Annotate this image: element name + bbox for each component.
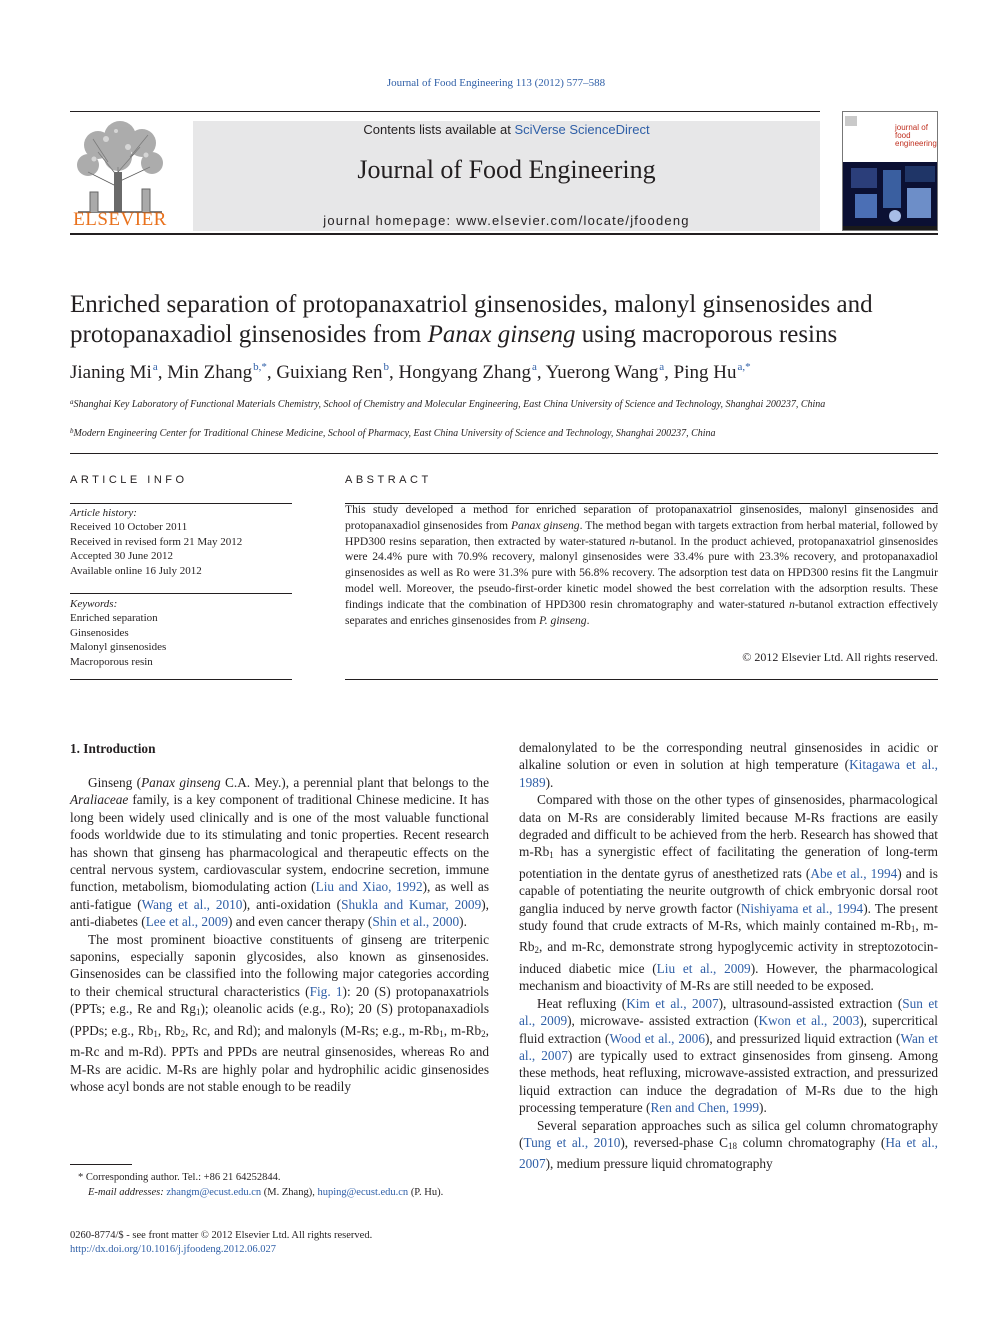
keyword-item: Ginsenosides bbox=[70, 626, 129, 639]
affiliation-a bbox=[70, 395, 938, 412]
title-text-1: Enriched separation of protopanaxatriol ginsenosides, malonyl ginsenosides and protopanaxadiol ginsenosides from bbox=[70, 291, 873, 348]
affiliation-b-text: Modern Engineering Center for Traditional Chinese Medicine, School of Pharmacy, East China University of Science and Technology, Shanghai 200237, China bbox=[73, 428, 716, 439]
paragraph bbox=[519, 1117, 938, 1173]
title-species: Panax ginseng bbox=[427, 321, 576, 348]
paragraph bbox=[519, 739, 938, 791]
author-separator: , bbox=[664, 362, 674, 383]
text: column chromatography ( bbox=[737, 1134, 886, 1150]
citation-link[interactable]: Lee et al., 2009 bbox=[145, 914, 229, 930]
masthead-top-rule bbox=[70, 111, 820, 112]
subscript: 1 bbox=[195, 1007, 201, 1018]
contents-prefix: Contents lists available at bbox=[363, 122, 515, 137]
journal-name: Journal of Food Engineering bbox=[357, 155, 656, 184]
body-column-right bbox=[519, 739, 938, 1173]
paragraph bbox=[519, 791, 938, 994]
keyword-item: Macroporous resin bbox=[70, 655, 153, 668]
citation-link[interactable]: Kitagawa et al., 1989 bbox=[519, 757, 939, 790]
article-history bbox=[70, 506, 292, 578]
subscript: 18 bbox=[728, 1140, 737, 1151]
abstract-text: . bbox=[586, 613, 590, 627]
history-label: Article history: bbox=[70, 507, 137, 519]
abstract-heading: ABSTRACT bbox=[345, 474, 432, 486]
article-info-heading: ARTICLE INFO bbox=[70, 474, 188, 486]
cover-title: journal of food engineering bbox=[895, 123, 937, 148]
abstract-italic: n bbox=[789, 597, 795, 611]
text: , m-Rb bbox=[443, 1022, 482, 1038]
abstract-text: This study developed a method for enriched separation of protopanaxatriol ginsenosides, malonyl ginsenosides and protopanaxadiol ginsenosides from bbox=[345, 503, 938, 532]
elsevier-logo[interactable] bbox=[68, 117, 172, 233]
contents-line bbox=[193, 122, 820, 137]
article-info-rule-3 bbox=[70, 679, 292, 680]
citation-link[interactable]: Wood et al., 2006 bbox=[609, 1030, 705, 1046]
text: ). The present study found that crude extracts of M-Rs, which mainly contained m-Rb bbox=[519, 900, 938, 934]
subscript: 2 bbox=[481, 1028, 486, 1039]
citation-link[interactable]: Kim et al., 2007 bbox=[626, 995, 719, 1011]
introduction-heading: 1. Introduction bbox=[70, 741, 156, 756]
citation-link[interactable]: Kwon et al., 2003 bbox=[758, 1013, 860, 1029]
author-affiliation-marker[interactable]: a bbox=[659, 361, 665, 373]
text: Several separation approaches such as silica gel column chromatography ( bbox=[519, 1117, 938, 1150]
citation-link[interactable]: Abe et al., 1994 bbox=[810, 865, 898, 881]
text: ), microwave- assisted extraction ( bbox=[567, 1013, 759, 1029]
affiliation-b-marker: b bbox=[70, 427, 74, 435]
text: ) are typically used to extract ginsenosides from ginseng. Among these methods, heat refluxing, microwave-assisted extraction, and pressurized liquid extraction can induce the degradation of M-Rs due to the high processing temperature ( bbox=[519, 1047, 938, 1116]
abstract-italic: Panax ginseng bbox=[510, 518, 580, 532]
author-affiliation-marker[interactable]: b,* bbox=[253, 361, 267, 373]
paragraph bbox=[70, 931, 489, 1096]
sciencedirect-link[interactable]: SciVerse ScienceDirect bbox=[514, 122, 650, 137]
author-separator: , bbox=[389, 362, 399, 383]
corresponding-author-note: * Corresponding author. Tel.: +86 21 64252844. bbox=[78, 1172, 281, 1183]
text: , m-Rb bbox=[519, 918, 938, 955]
text: ), anti-diabetes ( bbox=[70, 896, 489, 930]
text: ) and even cancer therapy ( bbox=[228, 914, 373, 930]
abstract-italic: n bbox=[629, 534, 636, 548]
author-separator: , bbox=[266, 362, 277, 383]
history-revised: Received in revised form 21 May 2012 bbox=[70, 535, 243, 548]
article-info-rule-2 bbox=[70, 593, 292, 594]
author-affiliation-marker[interactable]: a bbox=[531, 361, 537, 373]
text: has a synergistic effect of facilitating the generation of long-term potentiation in the dentate gyrus of anesthetized rats ( bbox=[519, 844, 938, 881]
keywords bbox=[70, 597, 292, 669]
keyword-item: Malonyl ginsenosides bbox=[70, 641, 167, 654]
citation-link[interactable]: Ha et al., 2007 bbox=[519, 1134, 938, 1172]
text: family, is a key component of traditional Chinese medicine. It has long been widely used clinically and is one of the most valuable functional foods worldwide due to its stimulating and tonic properties. Recent research has shown that ginseng has pharmacological and therapeutic effects on the central nervous system, cardiovascular system, endocrine secretion, immune function, metabolism, biomodulating action ( bbox=[70, 792, 489, 895]
text: ), medium pressure liquid chromatography bbox=[545, 1156, 773, 1172]
author-name[interactable]: Ping Hu bbox=[673, 362, 737, 383]
text: The most prominent bioactive constituents of ginseng are triterpenic saponins, especially saponin glycosides, also known as ginsenosides. Ginsenosides can be classified into the following major categories according to their chemical structural characteristics ( bbox=[70, 931, 489, 999]
abstract-text: . The method began with targets extraction from herbal material, followed by HPD300 resins separation, then extracted by water-statured bbox=[345, 518, 939, 548]
author-name[interactable]: Hongyang Zhang bbox=[398, 362, 531, 383]
abstract-text: -butanol. In the product achieved, protopanaxatriol ginsenosides were 24.4% pure with 70.9% recovery, malonyl ginsenosides were 33.4% pure with 23.3% recovery, and protopanaxadiol ginsenosides as well as Ro were 31.3% pure with 56.8% recovery. The adsorption test data on HPD300 resins fit the Langmuir model well. Moreover, the pseudo-first-order kinetic model showed the best correlation with the adsorption results. These findings indicate that the combination of HPD300 resin chromatography and water-statured bbox=[345, 534, 938, 611]
subscript: 1 bbox=[910, 924, 916, 935]
author-name[interactable]: Yuerong Wang bbox=[545, 362, 659, 383]
text: Heat refluxing ( bbox=[537, 995, 627, 1011]
header-divider bbox=[70, 453, 938, 454]
keyword-item: Enriched separation bbox=[70, 612, 158, 625]
text: ), reversed-phase C bbox=[620, 1134, 728, 1150]
abstract-text: -butanol extraction effectively separates and enriches ginsenosides from bbox=[345, 597, 938, 627]
italic-text: Panax ginseng bbox=[141, 775, 221, 790]
subscript: 1 bbox=[153, 1028, 158, 1039]
text: Ginseng ( bbox=[88, 775, 142, 790]
author-name[interactable]: Guixiang Ren bbox=[276, 362, 383, 383]
issn-line: 0260-8774/$ - see front matter © 2012 Elsevier Ltd. All rights reserved. bbox=[70, 1230, 373, 1241]
article-title bbox=[70, 290, 938, 350]
email-link-hu[interactable]: huping@ecust.edu.cn bbox=[317, 1187, 409, 1198]
subscript: 1 bbox=[549, 850, 554, 861]
text: , m-Rc and m-Rd). PPTs and PPDs are neutral ginsenosides, whereas Ro and M-Rs are acidic. M-Rs are highly polar and hydrophilic acidic ginsenosides whose acyl bonds are not stable enough to be readily bbox=[70, 1022, 489, 1094]
footnote bbox=[70, 1170, 489, 1200]
text: ). However, the pharmacological mechanism and bioactivity of M-Rs are still needed to be exposed. bbox=[519, 960, 939, 994]
author-affiliation-marker[interactable]: b bbox=[383, 361, 389, 373]
abstract-body bbox=[345, 502, 938, 628]
citation-link[interactable]: Liu and Xiao, 1992 bbox=[315, 879, 423, 895]
affiliation-a-marker: a bbox=[70, 398, 74, 406]
text: (P. Hu). bbox=[408, 1187, 444, 1198]
paragraph bbox=[70, 774, 489, 931]
text: , and m-Rc, demonstrate strong hypoglycemic activity in streptozotocin-induced diabetic mice ( bbox=[519, 939, 938, 976]
text: ), ultrasound-assisted extraction ( bbox=[718, 995, 903, 1011]
homepage-url-link[interactable]: www.elsevier.com/locate/jfoodeng bbox=[456, 213, 690, 228]
title-text-2: using macroporous resins bbox=[575, 321, 838, 348]
text: ), and pressurized liquid extraction ( bbox=[704, 1030, 901, 1046]
author-name[interactable]: Jianing Mi bbox=[70, 362, 152, 383]
citation-link[interactable]: Shukla and Kumar, 2009 bbox=[341, 896, 482, 912]
journal-citation[interactable]: Journal of Food Engineering 113 (2012) 577–588 bbox=[386, 77, 606, 89]
citation-link[interactable]: Sun et al., 2009 bbox=[519, 995, 939, 1029]
body-column-left bbox=[70, 774, 489, 1095]
figure-link[interactable]: Fig. 1 bbox=[309, 983, 343, 999]
email-line bbox=[70, 1185, 489, 1200]
subscript: 2 bbox=[180, 1028, 186, 1039]
text: ). bbox=[759, 1100, 767, 1116]
text: (M. Zhang), bbox=[261, 1187, 318, 1198]
citation-link[interactable]: Nishiyama et al., 1994 bbox=[740, 900, 864, 916]
abstract-italic: P. ginseng bbox=[539, 613, 587, 627]
text: ). bbox=[545, 774, 554, 790]
paragraph bbox=[519, 995, 938, 1117]
text: ). bbox=[459, 914, 467, 930]
text: demalonylated to be the corresponding neutral ginsenosides in acidic or alkaline solution or even in solution at high temperature ( bbox=[519, 740, 938, 773]
history-accepted: Accepted 30 June 2012 bbox=[70, 550, 173, 563]
subscript: 1 bbox=[439, 1028, 444, 1039]
text: Compared with those on the other types of ginsenosides, pharmacological data on M-Rs are considerably limited because M-Rs fractions are easily degraded and difficult to be achieved from the herb. Research has showed that m-Rb bbox=[519, 792, 938, 860]
text: C.A. Mey.), a perennial plant that belongs to the bbox=[220, 775, 489, 790]
citation-link[interactable]: Wan et al., 2007 bbox=[519, 1030, 938, 1063]
author-list bbox=[70, 361, 938, 384]
article-info-rule-1 bbox=[70, 503, 292, 504]
text: ) and is capable of potentiating the neurite outgrowth of chick embryonic dorsal root ganglia induced by nerve growth factor ( bbox=[519, 865, 938, 916]
author-separator: , bbox=[536, 362, 546, 383]
doi-link[interactable]: http://dx.doi.org/10.1016/j.jfoodeng.2012.06.027 bbox=[70, 1244, 277, 1255]
text: ); oleanolic acids (e.g., Ro); 20 (S) protopanaxadiols (PPDs; e.g., Rb bbox=[70, 1001, 489, 1038]
author-name[interactable]: Min Zhang bbox=[167, 362, 253, 383]
footnote-rule bbox=[70, 1164, 132, 1165]
masthead-bottom-rule bbox=[70, 233, 938, 235]
citation-link[interactable]: Wang et al., 2010 bbox=[141, 896, 243, 912]
affiliation-a-text: Shanghai Key Laboratory of Functional Materials Chemistry, School of Chemistry and Molecular Engineering, East China University of Science and Technology, Shanghai 200237, China bbox=[73, 399, 826, 410]
citation-link[interactable]: Liu et al., 2009 bbox=[656, 960, 751, 976]
citation-link[interactable]: Tung et al., 2010 bbox=[523, 1134, 621, 1150]
citation-link[interactable]: Ren and Chen, 1999 bbox=[650, 1100, 760, 1116]
affiliation-b bbox=[70, 424, 938, 441]
journal-homepage-line bbox=[193, 213, 820, 228]
keywords-label: Keywords: bbox=[70, 598, 118, 610]
text: , Rb bbox=[157, 1022, 181, 1038]
author-separator: , bbox=[157, 362, 168, 383]
elsevier-tree-icon bbox=[68, 117, 172, 215]
text: ): 20 (S) protopanaxatriols (PPTs; e.g., Re and Rg bbox=[70, 983, 489, 1017]
history-online: Available online 16 July 2012 bbox=[70, 564, 202, 577]
history-received: Received 10 October 2011 bbox=[70, 521, 188, 534]
journal-cover-thumbnail[interactable] bbox=[842, 111, 938, 231]
author-affiliation-marker[interactable]: a bbox=[152, 361, 158, 373]
text: ), anti-oxidation ( bbox=[242, 896, 342, 912]
text: ), as well as anti-fatigue ( bbox=[70, 879, 489, 912]
citation-link[interactable]: Shin et al., 2000 bbox=[372, 914, 460, 930]
author-affiliation-marker[interactable]: a,* bbox=[737, 361, 751, 373]
email-label: E-mail addresses: bbox=[88, 1187, 164, 1198]
subscript: 2 bbox=[534, 945, 540, 956]
text: ), supercritical fluid extraction ( bbox=[519, 1013, 938, 1046]
text: , Rc, and Rd); and malonyls (M-Rs; e.g., m-Rb bbox=[185, 1022, 440, 1038]
abstract-rule-2 bbox=[345, 679, 938, 680]
copyright-line: © 2012 Elsevier Ltd. All rights reserved. bbox=[742, 650, 938, 664]
italic-text: Araliaceae bbox=[70, 792, 129, 808]
publisher-wordmark: ELSEVIER bbox=[73, 209, 167, 230]
email-link-zhang[interactable]: zhangm@ecust.edu.cn bbox=[166, 1187, 262, 1198]
homepage-label: journal homepage: bbox=[323, 213, 457, 228]
